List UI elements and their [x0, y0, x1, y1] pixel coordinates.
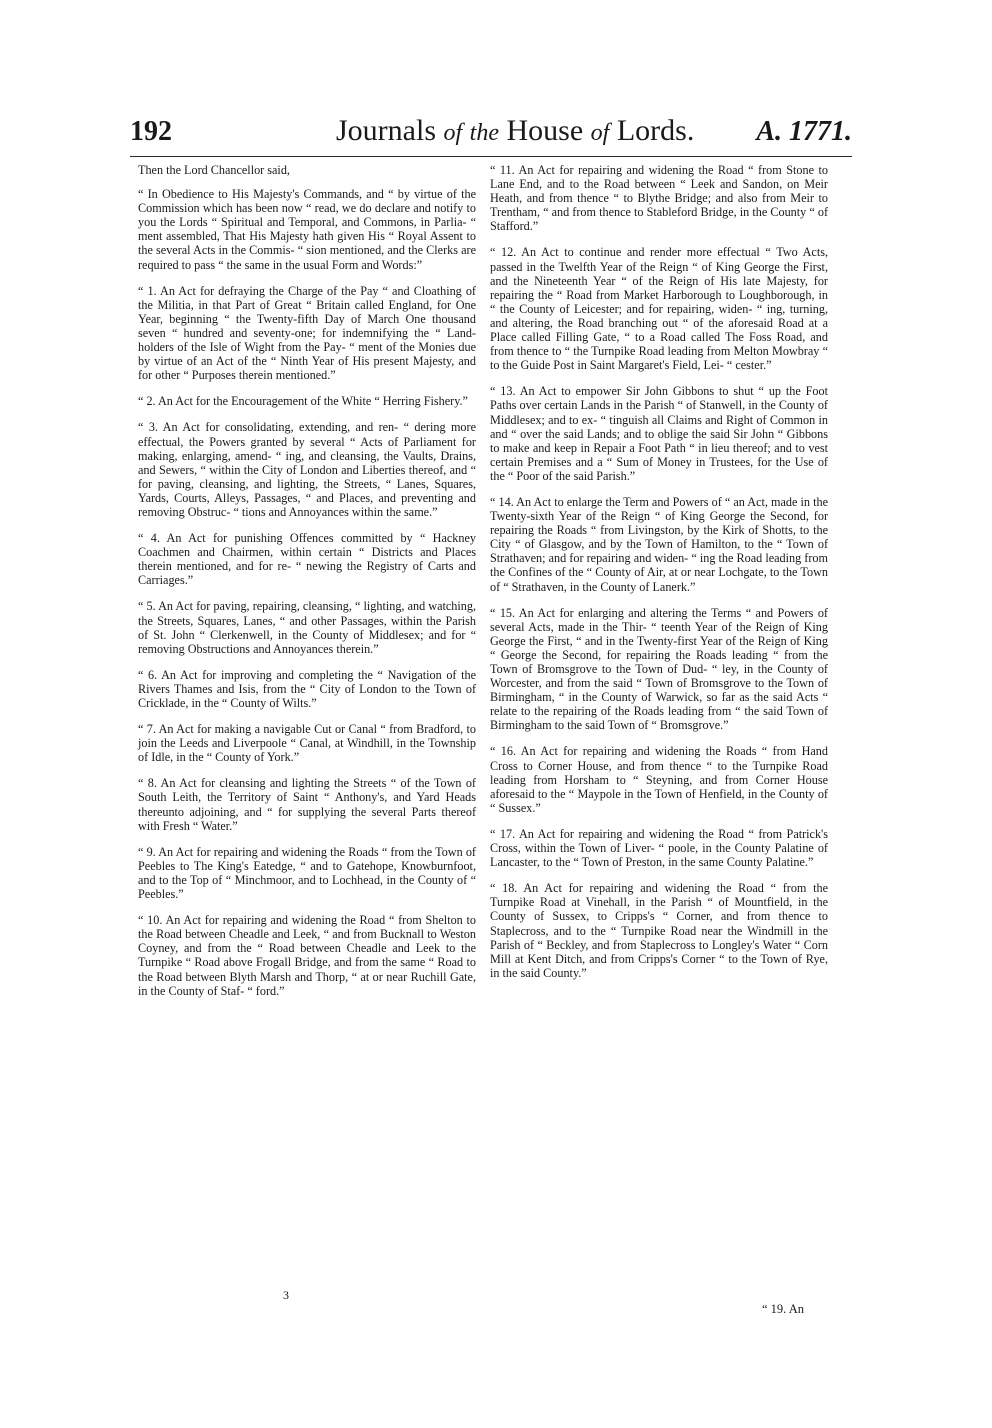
act-entry-2: “ 2. An Act for the Encouragement of the White “ Herring Fishery.” — [138, 394, 468, 409]
act-entry-15: “ 15. An Act for enlarging and altering the Terms “ and Powers of several Acts, made in the Thir- “ teenth Year of the Reign of King George the First, “ and in the Twenty-first Year of the Reign of King “ George the Second, for repairing the Roads leading “ from the Town of Bromsgrove to the Town of Dud- “ ley, in the County of Worcester, and from the said “ Town of Bromsgrove to the Town of Birmingham, “ in the County of Warwick, so far as the said Acts “ relate to the repairing of the Roads leading from “ the said Town of Birmingham to the said Town of “ Bromsgrove.” — [490, 605, 828, 733]
right-column — [490, 163, 828, 992]
act-entry-17: “ 17. An Act for repairing and widening the Road “ from Patrick's Cross, within the Town of Liver- “ poole, in the County Palatine of Lancaster, to the “ Town of Preston, in the same County Palatine.” — [490, 826, 828, 870]
running-head-of-1: of — [443, 120, 463, 146]
act-entry-8: “ 8. An Act for cleansing and lighting the Streets “ of the Town of South Leith, the Territory of Saint “ Anthony's, and Yard Heads thereunto adjoining, and “ for supplying the several Parts thereof with Fresh “ Water.” — [138, 776, 476, 833]
act-entry-3: “ 3. An Act for consolidating, extending, and ren- “ dering more effectual, the Powers granted by several “ Acts of Parliament for making, enlarging, amend- “ ing, and cleansing, the Vaults, Drains, and Sewers, “ within the City of London and Liberties thereof, and “ for paving, cleansing, and lighting, the Streets, “ Lanes, Squares, Yards, Courts, Alleys, Passages, “ and Places, and preventing and removing Obstruc- “ tions and Annoyances within the same.” — [138, 420, 476, 519]
running-head — [336, 114, 694, 148]
act-entry-5: “ 5. An Act for paving, repairing, cleansing, “ lighting, and watching, the Streets, Squares, Lanes, “ and other Passages, within the Parish of St. John “ Clerkenwell, in the County of Middlesex; and for “ removing Obstructions and Annoyances therein.” — [138, 599, 476, 656]
intro-line: Then the Lord Chancellor said, — [138, 163, 290, 177]
signature-mark: 3 — [283, 1288, 289, 1302]
running-head-house: House — [506, 114, 584, 147]
page-header — [130, 116, 852, 157]
catchword: “ 19. An — [762, 1302, 805, 1316]
act-entry-7: “ 7. An Act for making a navigable Cut or Canal “ from Bradford, to join the Leeds and Liverpoole “ Canal, at Windhill, in the Township of Idle, in the “ County of York.” — [138, 722, 476, 765]
running-head-the: the — [469, 120, 499, 146]
act-entry-6: “ 6. An Act for improving and completing the “ Navigation of the Rivers Thames and Isis, from the “ City of London to the Town of Cricklade, in the “ County of Wilts.” — [138, 667, 476, 710]
commission-speech: “ In Obedience to His Majesty's Commands, and “ by virtue of the Commission which has been now “ read, we do declare and notify to you the Lords “ Spiritual and Temporal, and Commons, in Parlia- “ ment assembled, That His Majesty hath given His “ Royal Assent to the several Acts in the Commis- “ sion mentioned, and the Clerks are required to pass “ the same in the usual Form and Words:” — [138, 187, 476, 272]
running-head-lords: Lords. — [616, 114, 695, 147]
act-entry-10: “ 10. An Act for repairing and widening the Road “ from Shelton to the Road between Cheadle and Leek, “ and from Bucknall to Weston Coyney, and from the “ Road between Cheadle and Leek to the Turnpike “ Road above Frogall Bridge, and from the same “ Road to the Road between Blyth Marsh and Thorp, “ at or near Ruchill Gate, in the County of Staf- “ ford.” — [138, 913, 476, 998]
running-head-of-2: of — [590, 120, 610, 146]
act-entry-4: “ 4. An Act for punishing Offences committed by “ Hackney Coachmen and Chairmen, within certain “ Districts and Places therein mentioned, and for re- “ newing the Registry of Carts and Carriages.” — [138, 531, 476, 588]
act-entry-18: “ 18. An Act for repairing and widening the Road “ from the Turnpike Road at Vinehall, in the Parish “ of Mountfield, in the County of Sussex, to Cripps's “ Corner, and from thence to Staplecross, and to the “ Turnpike Road near the Windmill in the Parish of “ Beckley, and from Staplecross to Longley's Water “ Corn Mill at Kent Ditch, and from Cripps's Corner “ to the Town of Rye, in the said County.” — [490, 881, 828, 980]
act-entry-11: “ 11. An Act for repairing and widening the Road “ from Stone to Lane End, and to the Road between “ Leek and Sandon, on Meir Heath, and from thence “ to Blythe Bridge; and also from Meir to Trentham, “ and from thence to Stableford Bridge, in the County “ of Stafford.” — [490, 163, 828, 234]
act-entry-13: “ 13. An Act to empower Sir John Gibbons to shut “ up the Foot Paths over certain Lands in the Parish “ of Stanwell, in the County of Middlesex; and to ex- “ tinguish all Claims and Right of Common in and “ over the said Lands; and to oblige the said Sir John “ Gibbons to make and keep in Repair a Foot Path “ in lieu thereof; and to vest certain Premises and a “ Sum of Money in Trustees, for the Use of the “ Poor of the said Parish.” — [490, 384, 828, 483]
left-column — [138, 163, 476, 1010]
running-head-journals: Journals — [336, 114, 436, 147]
act-entry-12: “ 12. An Act to continue and render more effectual “ Two Acts, passed in the Twelfth Year of the Reign “ of King George the First, and the Nineteenth Year “ of the Reign of His late Majesty, for repairing the “ Road from Market Harborough to Loughborough, in “ the County of Leicester; and for repairing, widen- “ ing, turning, and altering, the Road branching out “ of the aforesaid Road at a Place called Filling Gate, “ to a Road called The Foss Road, and from thence to “ the Turnpike Road leading from Melton Mowbray “ to the Guide Post in Saint Margaret's Field, Lei- “ cester.” — [490, 245, 828, 373]
act-entry-9: “ 9. An Act for repairing and widening the Roads “ from the Town of Peebles to The King's Eatedge, “ and to Gatehope, Knowburnfoot, and to the Top of “ Minchmoor, and to Lochhead, in the County of “ Peebles.” — [138, 844, 476, 902]
act-entry-1: “ 1. An Act for defraying the Charge of the Pay “ and Cloathing of the Militia, in that Part of Great “ Britain called England, for One Year, beginning “ the Twenty-fifth Day of March One thousand seven “ hundred and seventy-one; for indemnifying the “ Land-holders of the Isle of Wight from the Pay- “ ment of the Monies due by virtue of an Act of the “ Ninth Year of His present Majesty, and for other “ Purposes therein mentioned.” — [138, 283, 476, 383]
act-entry-16: “ 16. An Act for repairing and widening the Roads “ from Hand Cross to Corner House, and from thence “ to the Turnpike Road leading from Horsham to “ Steyning, and from Corner House aforesaid to the “ Maypole in the Town of Henfield, in the County of “ Sussex.” — [490, 744, 828, 815]
year-label: A. 1771. — [756, 116, 852, 147]
page-number: 192 — [130, 116, 172, 147]
act-entry-14: “ 14. An Act to enlarge the Term and Powers of “ an Act, made in the Twenty-sixth Year of the Reign “ of King George the Second, for repairing the Roads “ from Livingston, by the Kirk of Shotts, to the City “ of Glasgow, and by the Town of Hamilton, to the “ Town of Strathaven; and for repairing and widen- “ ing the Road leading from the Confines of the “ County of Air, at or near Lochgate, to the Town of “ Strathaven, in the County of Lanerk.” — [490, 494, 828, 594]
